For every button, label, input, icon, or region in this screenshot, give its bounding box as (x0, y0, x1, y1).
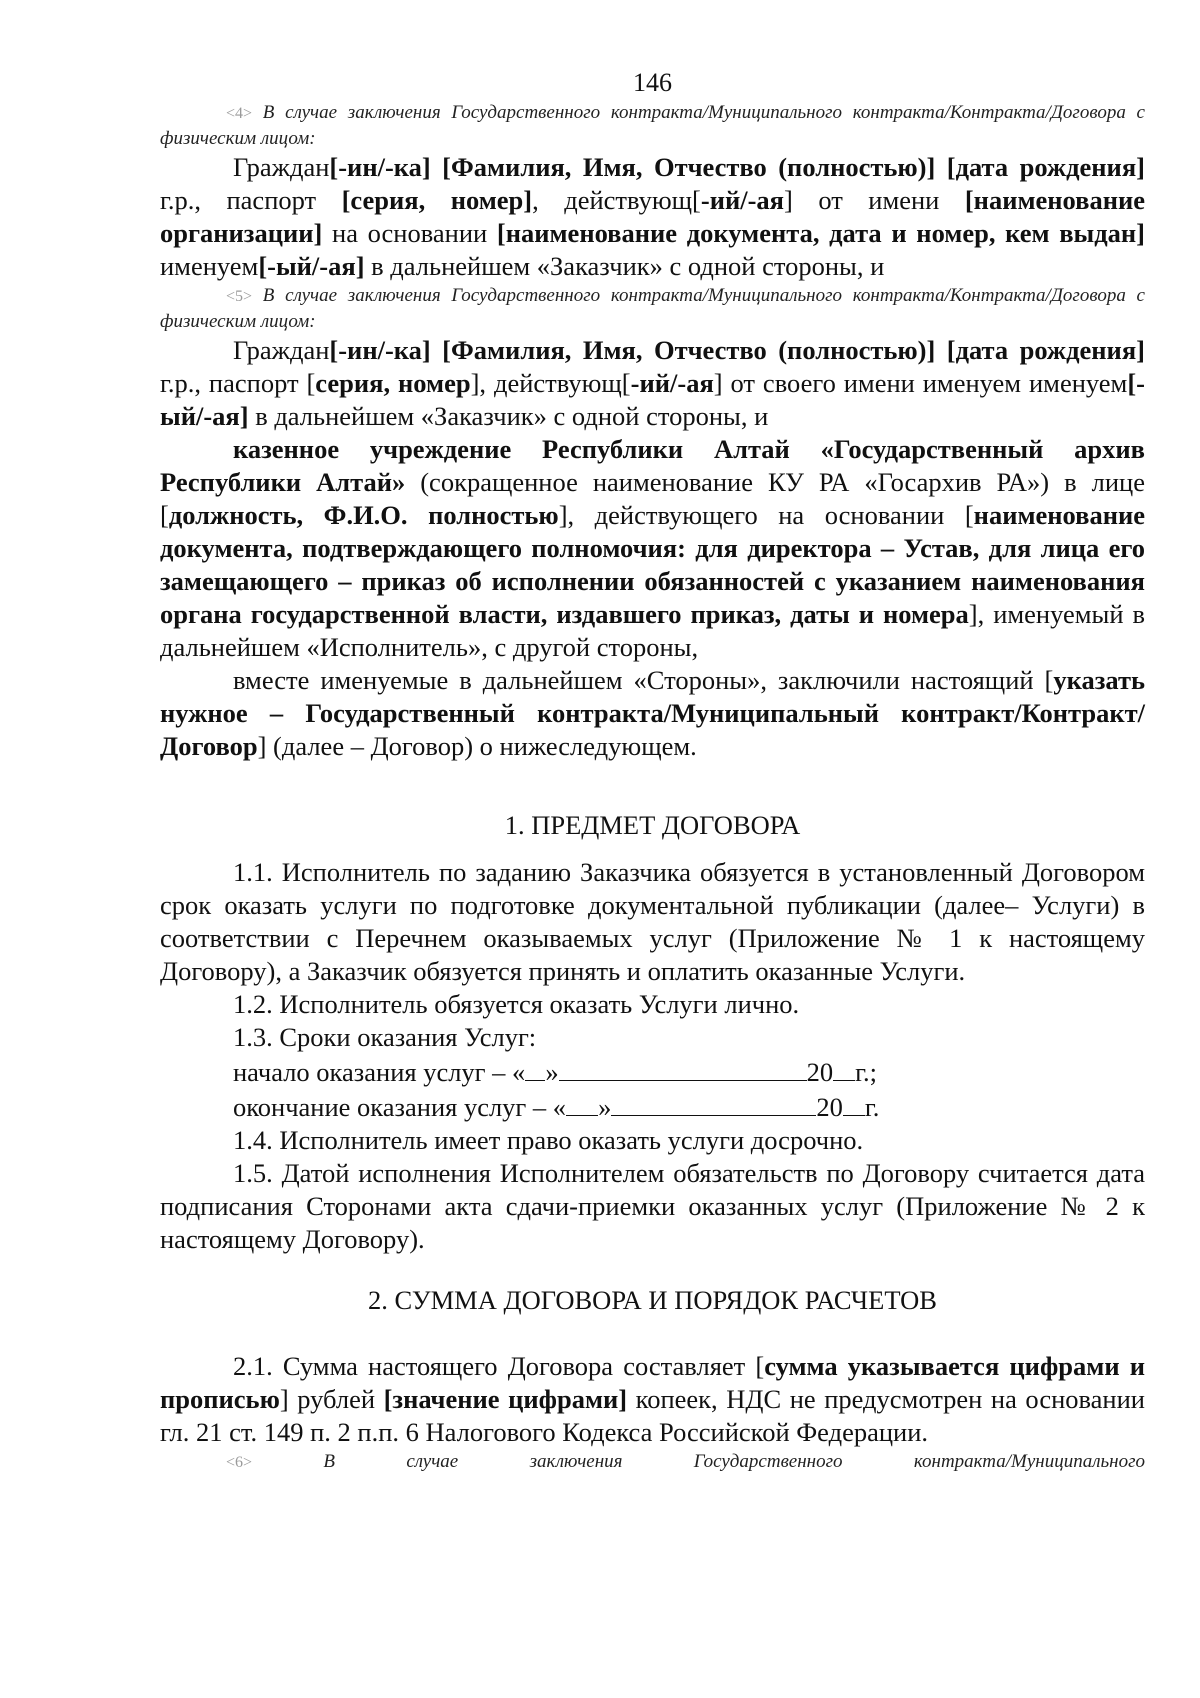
clause-1-2: 1.2. Исполнитель обязуется оказать Услуги лично. (233, 989, 800, 1019)
day-blank (525, 1054, 545, 1081)
service-end-date-line (160, 1089, 1145, 1124)
quote-close: » (545, 1057, 559, 1087)
section-2-title: 2. СУММА ДОГОВОРА И ПОРЯДОК РАСЧЕТОВ (368, 1285, 937, 1315)
page-number: 146 (633, 68, 672, 97)
paragraph-parties-together (160, 664, 1145, 763)
note-marker: <4> (226, 105, 253, 122)
note-text: В случае заключения Государственного контракта/Муниципального (252, 1451, 1145, 1472)
text: (сокращенное наименование КУ РА «Госархив РА») в лице [ (160, 467, 1145, 530)
paragraph-citizen-self (160, 334, 1145, 433)
footnote-reference-5 (160, 283, 1145, 334)
note-text: В случае заключения Государственного контракта/Муниципального контракта/Контракта/Договора с физическим лицом: (160, 102, 1145, 149)
bold-text: должность, Ф.И.О. полностью (168, 500, 559, 530)
text: на основании (322, 218, 497, 248)
text: ] от имени (784, 185, 965, 215)
year-blank (843, 1089, 865, 1116)
year-suffix: г. (864, 1092, 880, 1122)
footnote-reference-4 (160, 100, 1145, 151)
text: в дальнейшем «Заказчик» с одной стороны, и (364, 251, 885, 281)
bold-text: [значение цифрами] (383, 1384, 628, 1414)
bold-text: серия, номер (315, 368, 471, 398)
spacer (160, 1317, 1145, 1350)
spacer (160, 763, 1145, 809)
bold-text: казенное учреждение Республики Алтай «Государственный архив Республики Алтай» (160, 434, 1145, 497)
text: ], действующего на основании [ (558, 500, 974, 530)
clause-1-1: 1.1. Исполнитель по заданию Заказчика обязуется в установленный Договором срок оказать услуги по подготовке документальной публикации (далее– Услуги) в соответствии с Перечнем оказываемых услуг (Приложение № 1 к настоящему Договору), а Заказчик обязуется принять и оплатить оказанные Услуги. (160, 857, 1145, 986)
bold-text: сумма указывается цифрами и прописью (160, 1351, 1145, 1414)
clause-2-1 (160, 1350, 1145, 1449)
text: г.р., паспорт [ (160, 368, 316, 398)
spacer (160, 1256, 1145, 1284)
bold-text: [-ый/-ая] (160, 368, 1145, 431)
text: г.р., паспорт (160, 185, 342, 215)
note-marker: <5> (226, 288, 253, 305)
bold-text: наименование документа, подтверждающего полномочия: для директора – Устав, для лица его замещающего – приказ об исполнении обязанностей с указанием наименования органа государственной власти, издавшего приказ, даты и номера (160, 500, 1145, 629)
day-blank (566, 1089, 598, 1116)
text: , действующ[ (532, 185, 701, 215)
bold-text: [наименование документа, дата и номер, кем выдан] (496, 218, 1145, 248)
bold-text: [наименование организации] (160, 185, 1146, 248)
document-page (160, 68, 1145, 1475)
text: Граждан (233, 335, 330, 365)
note-marker: <6> (226, 1454, 253, 1471)
text: 2.1. Сумма настоящего Договора составляет [ (233, 1351, 765, 1381)
section-1-title: 1. ПРЕДМЕТ ДОГОВОРА (504, 810, 801, 840)
text: именуем (160, 251, 259, 281)
year-prefix: 20 (806, 1057, 834, 1087)
footnote-reference-6 (160, 1449, 1145, 1475)
service-start-date-line (160, 1054, 1145, 1089)
month-blank (611, 1089, 816, 1116)
year-prefix: 20 (816, 1092, 843, 1122)
text: ], действующ[ (470, 368, 631, 398)
bold-text: [-ый/-ая] (258, 251, 365, 281)
text: вместе именуемые в дальнейшем «Стороны», заключили настоящий [ (233, 665, 1054, 695)
bold-text: [-ин/-ка] [Фамилия, Имя, Отчество (полностью)] [дата рождения] (329, 152, 1145, 182)
text: ] от своего имени именуем именуем (713, 368, 1128, 398)
text: в дальнейшем «Заказчик» с одной стороны, и (248, 401, 769, 431)
bold-text: [серия, номер] (341, 185, 533, 215)
text: копеек, НДС не предусмотрен на основании гл. 21 ст. 149 п. 2 п.п. 6 Налогового Кодекса Российской Федерации. (160, 1384, 1145, 1447)
bold-text: -ий/-ая (630, 368, 714, 398)
spacer (160, 842, 1145, 856)
clause-1-3: 1.3. Сроки оказания Услуг: (233, 1022, 537, 1052)
bold-text: указать нужное – Государственный контракта/Муниципальный контракт/Контракт/Договор (160, 665, 1145, 761)
text: ] рублей (279, 1384, 384, 1414)
bold-text: [-ин/-ка] [Фамилия, Имя, Отчество (полностью)] [дата рождения] (329, 335, 1145, 365)
text: ] (далее – Договор) о нижеследующем. (257, 731, 697, 761)
paragraph-executor (160, 433, 1145, 664)
bold-text: -ий/-ая (700, 185, 785, 215)
year-blank (833, 1054, 855, 1081)
start-label: начало оказания услуг – « (233, 1057, 526, 1087)
month-blank (559, 1054, 807, 1081)
year-suffix: г.; (855, 1057, 877, 1087)
clause-1-4: 1.4. Исполнитель имеет право оказать услуги досрочно. (233, 1125, 864, 1155)
text: ], именуемый в дальнейшем «Исполнитель», с другой стороны, (160, 599, 1145, 662)
clause-1-5: 1.5. Датой исполнения Исполнителем обязательств по Договору считается дата подписания Сторонами акта сдачи-приемки оказанных услуг (Приложение № 2 к настоящему Договору). (160, 1158, 1145, 1254)
quote-close: » (598, 1092, 612, 1122)
end-label: окончание оказания услуг – « (233, 1092, 567, 1122)
paragraph-citizen-customer (160, 151, 1145, 283)
text: Граждан (233, 152, 330, 182)
note-text: В случае заключения Государственного контракта/Муниципального контракта/Контракта/Договора с физическим лицом: (160, 285, 1145, 332)
